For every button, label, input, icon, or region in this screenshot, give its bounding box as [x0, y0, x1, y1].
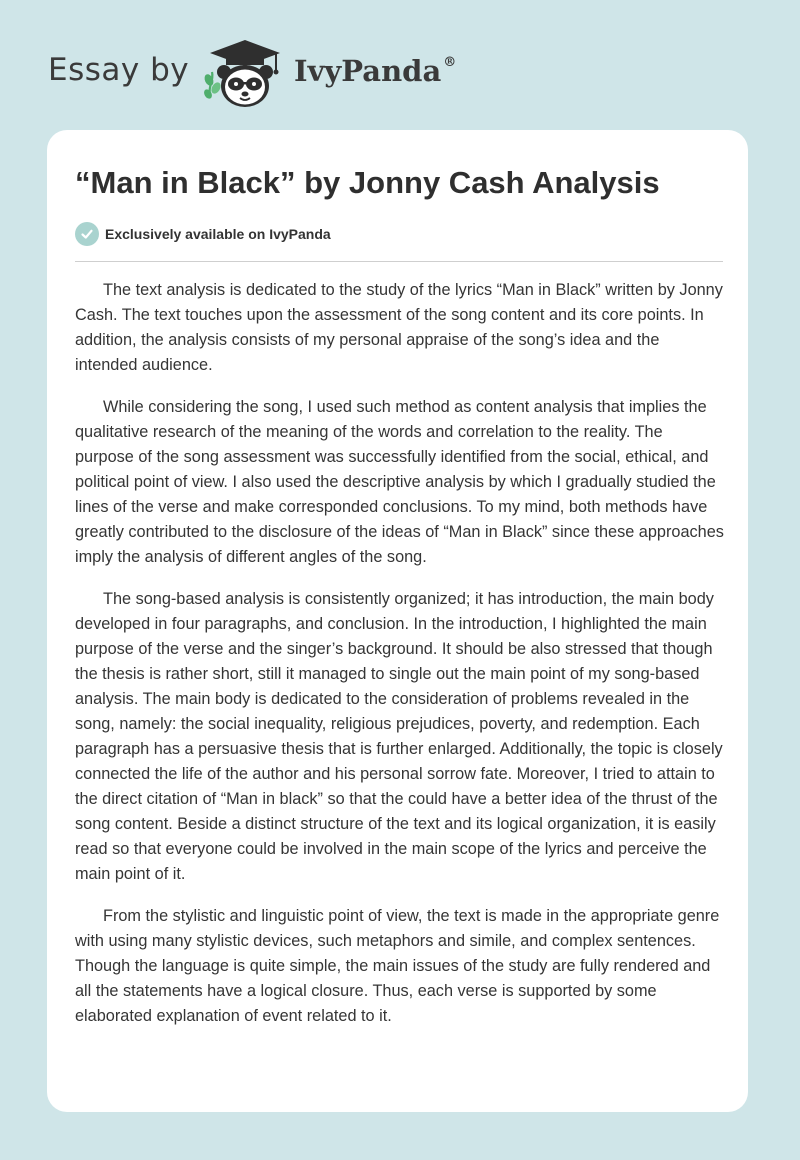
essay-by-label: Essay by: [48, 52, 190, 88]
brand-text: IvyPanda: [294, 54, 442, 88]
exclusive-badge-label: Exclusively available on IvyPanda: [105, 226, 331, 242]
page-title: “Man in Black” by Jonny Cash Analysis: [75, 165, 660, 200]
essay-card: [47, 130, 748, 1112]
paragraph: From the stylistic and linguistic point of view, the text is made in the appropriate genre with using many stylistic devices, such metaphors and simile, and complex sentences. Though the language is quite simple, the main issues of the study are fully rendered and all the statements have a logical closure. Thus, each verse is supported by some elaborated explanation of event related to it.: [75, 907, 720, 1025]
brand-name[interactable]: [294, 54, 456, 88]
site-header: [48, 36, 648, 116]
paragraph: The text analysis is dedicated to the study of the lyrics “Man in Black” written by Jonny Cash. The text touches upon the assessment of the song content and its core points. In addition, the analysis consists of my personal appraise of the song’s idea and the intended audience.: [75, 281, 723, 374]
check-icon: [75, 222, 99, 246]
panda-logo-icon[interactable]: [200, 36, 290, 108]
essay-body: [75, 278, 726, 1046]
registered-mark: ®: [443, 55, 457, 71]
divider: [75, 261, 723, 262]
exclusive-badge: [75, 222, 331, 246]
paragraph: While considering the song, I used such method as content analysis that implies the qualitative research of the meaning of the words and correlation to the reality. The purpose of the song assessment was successfully identified from the social, ethical, and political point of view. I also used the descriptive analysis by which I gradually studied the lines of the verse and make corresponded conclusions. To my mind, both methods have greatly contributed to the disclosure of the ideas of “Man in Black” since these approaches imply the analysis of different angles of the song.: [75, 398, 724, 566]
paragraph: The song-based analysis is consistently organized; it has introduction, the main body developed in four paragraphs, and conclusion. In the introduction, I highlighted the main purpose of the verse and the singer’s background. It should be also stressed that though the thesis is rather short, still it managed to single out the main point of my song-based analysis. The main body is dedicated to the consideration of problems revealed in the song, namely: the social inequality, religious prejudices, poverty, and redemption. Each paragraph has a persuasive thesis that is further enlarged. Additionally, the topic is closely connected the life of the author and his personal sorrow fate. Moreover, I tried to attain to the direct citation of “Man in black” so that the could have a better idea of the thrust of the song content. Beside a distinct structure of the text and its logical organization, it is easily read so that everyone could be involved in the main scope of the lyrics and perceive the main point of it.: [75, 590, 723, 883]
